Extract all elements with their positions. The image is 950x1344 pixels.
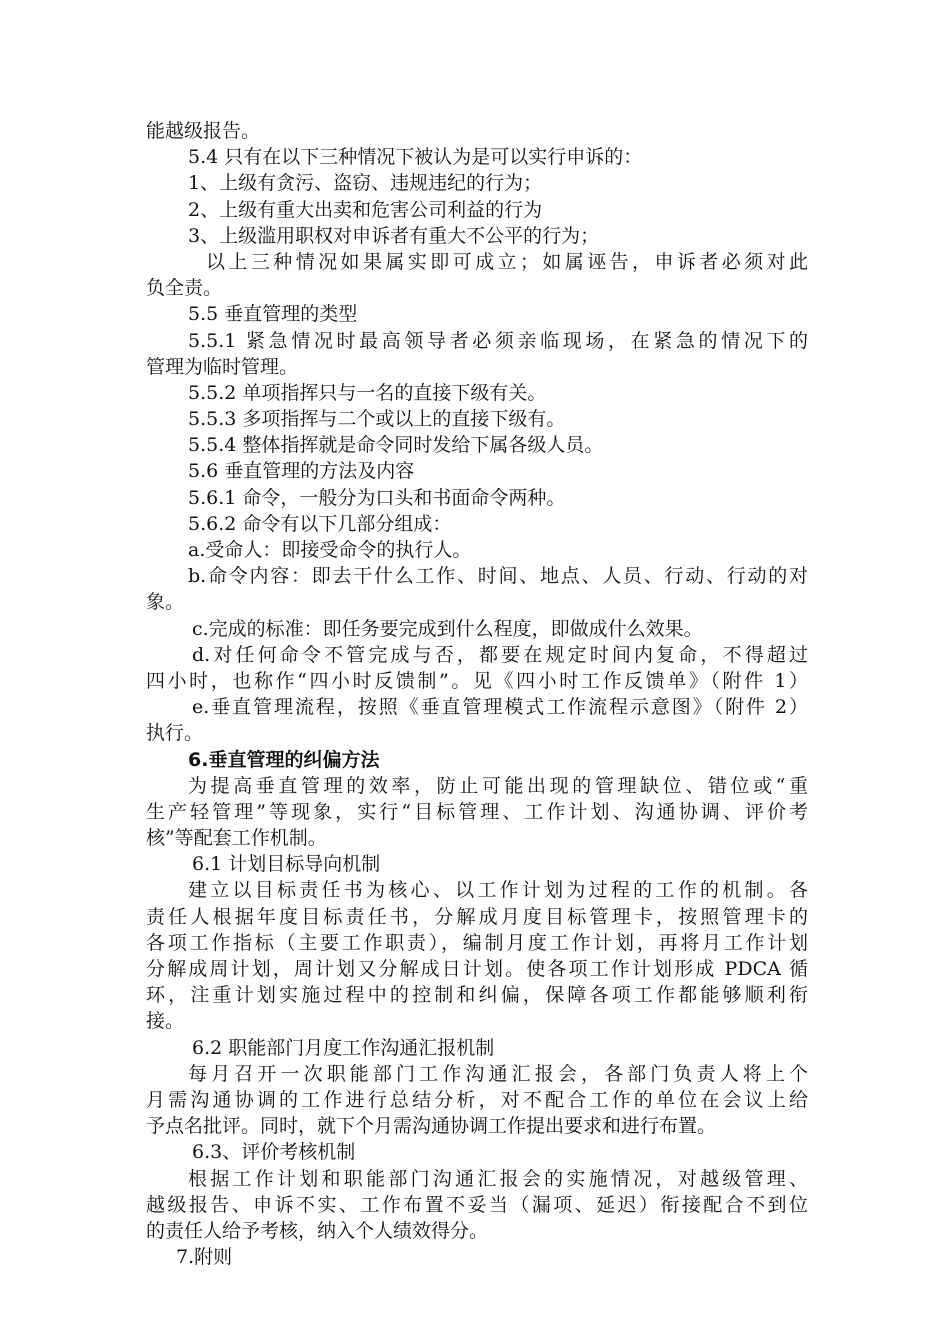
clause-5-6-2: 5.6.2 命令有以下几部分组成： <box>188 512 452 535</box>
section-heading-5-6: 5.6 垂直管理的方法及内容 <box>188 460 415 483</box>
paragraph-line: 各项工作指标（主要工作职责），编制月度工作计划，再将月工作计划 <box>146 931 808 954</box>
clause-5-4: 5.4 只有在以下三种情况下被认为是可以实行申诉的： <box>188 146 643 169</box>
clause-5-5-2: 5.5.2 单项指挥只与一名的直接下级有关。 <box>188 381 547 404</box>
section-heading-6-1: 6.1 计划目标导向机制 <box>192 853 381 876</box>
paragraph-line: 根据工作计划和职能部门沟通汇报会的实施情况，对越级管理、 <box>188 1167 808 1190</box>
paragraph-line: 生产轻管理”等现象，实行“目标管理、工作计划、沟通协调、评价考 <box>146 800 808 823</box>
paragraph-line: 的责任人给予考核，纳入个人绩效得分。 <box>146 1219 489 1242</box>
paragraph-line: 责任人根据年度目标责任书，分解成月度目标管理卡，按照管理卡的 <box>146 905 808 928</box>
list-item-c: c.完成的标准：即任务要完成到什么程度，即做成什么效果。 <box>192 617 703 640</box>
section-heading-5-5: 5.5 垂直管理的类型 <box>188 303 358 326</box>
list-item-d: d.对任何命令不管完成与否，都要在规定时间内复命，不得超过 <box>192 643 808 666</box>
document-body <box>146 118 808 1270</box>
section-heading-6-2: 6.2 职能部门月度工作沟通汇报机制 <box>192 1036 495 1059</box>
clause-5-5-4: 5.5.4 整体指挥就是命令同时发给下属各级人员。 <box>188 434 604 457</box>
paragraph-line: 为提高垂直管理的效率，防止可能出现的管理缺位、错位或“重 <box>188 774 808 797</box>
paragraph-line: 分解成周计划，周计划又分解成日计划。使各项工作计划形成 PDCA 循 <box>146 958 808 980</box>
paragraph-line: 核”等配套工作机制。 <box>146 827 327 850</box>
paragraph-line: 越级报告、申诉不实、工作布置不妥当（漏项、延迟）衔接配合不到位 <box>146 1193 808 1216</box>
text-line: 象。 <box>146 591 185 614</box>
paragraph-line: 予点名批评。同时，就下个月需沟通协调工作提出要求和进行布置。 <box>146 1115 717 1138</box>
paragraph-line: 月需沟通协调的工作进行总结分析，对不配合工作的单位在会议上给 <box>146 1088 808 1111</box>
paragraph-line: 接。 <box>146 1010 185 1033</box>
clause-5-5-3: 5.5.3 多项指挥与二个或以上的直接下级有。 <box>188 408 566 431</box>
section-heading-7: 7.附则 <box>176 1246 233 1269</box>
list-item-b: b.命令内容：即去干什么工作、时间、地点、人员、行动、行动的对 <box>188 565 808 588</box>
list-item-a: a.受命人：即接受命令的执行人。 <box>188 539 472 561</box>
text-line: 负全责。 <box>146 277 223 300</box>
clause-5-5-1: 5.5.1 紧急情况时最高领导者必须亲临现场，在紧急的情况下的 <box>188 329 808 352</box>
text-line: 四小时，也称作“四小时反馈制”。见《四小时工作反馈单》（附件 1） <box>146 669 808 692</box>
list-item-2: 2、上级有重大出卖和危害公司利益的行为 <box>188 198 543 221</box>
text-line: 能越级报告。 <box>146 120 261 142</box>
clause-5-6-1: 5.6.1 命令，一般分为口头和书面命令两种。 <box>188 486 566 509</box>
paragraph-line: 每月召开一次职能部门工作沟通汇报会，各部门负责人将上个 <box>188 1062 808 1085</box>
paragraph-line: 建立以目标责任书为核心、以工作计划为过程的工作的机制。各 <box>188 879 808 902</box>
list-item-e: e.垂直管理流程，按照《垂直管理模式工作流程示意图》（附件 2） <box>192 696 808 719</box>
section-heading-6-3: 6.3、评价考核机制 <box>192 1141 356 1164</box>
text-line: 执行。 <box>146 722 204 745</box>
section-heading-6: 6.垂直管理的纠偏方法 <box>188 748 380 771</box>
paragraph-line: 环，注重计划实施过程中的控制和纠偏，保障各项工作都能够顺利衔 <box>146 984 808 1007</box>
list-item-1: 1、上级有贪污、盗窃、违规违纪的行为； <box>188 172 543 195</box>
text-line: 管理为临时管理。 <box>146 355 299 378</box>
text-line: 以上三种情况如果属实即可成立；如属诬告，申诉者必须对此 <box>206 250 808 273</box>
list-item-3: 3、上级滥用职权对申诉者有重大不公平的行为； <box>188 224 600 247</box>
